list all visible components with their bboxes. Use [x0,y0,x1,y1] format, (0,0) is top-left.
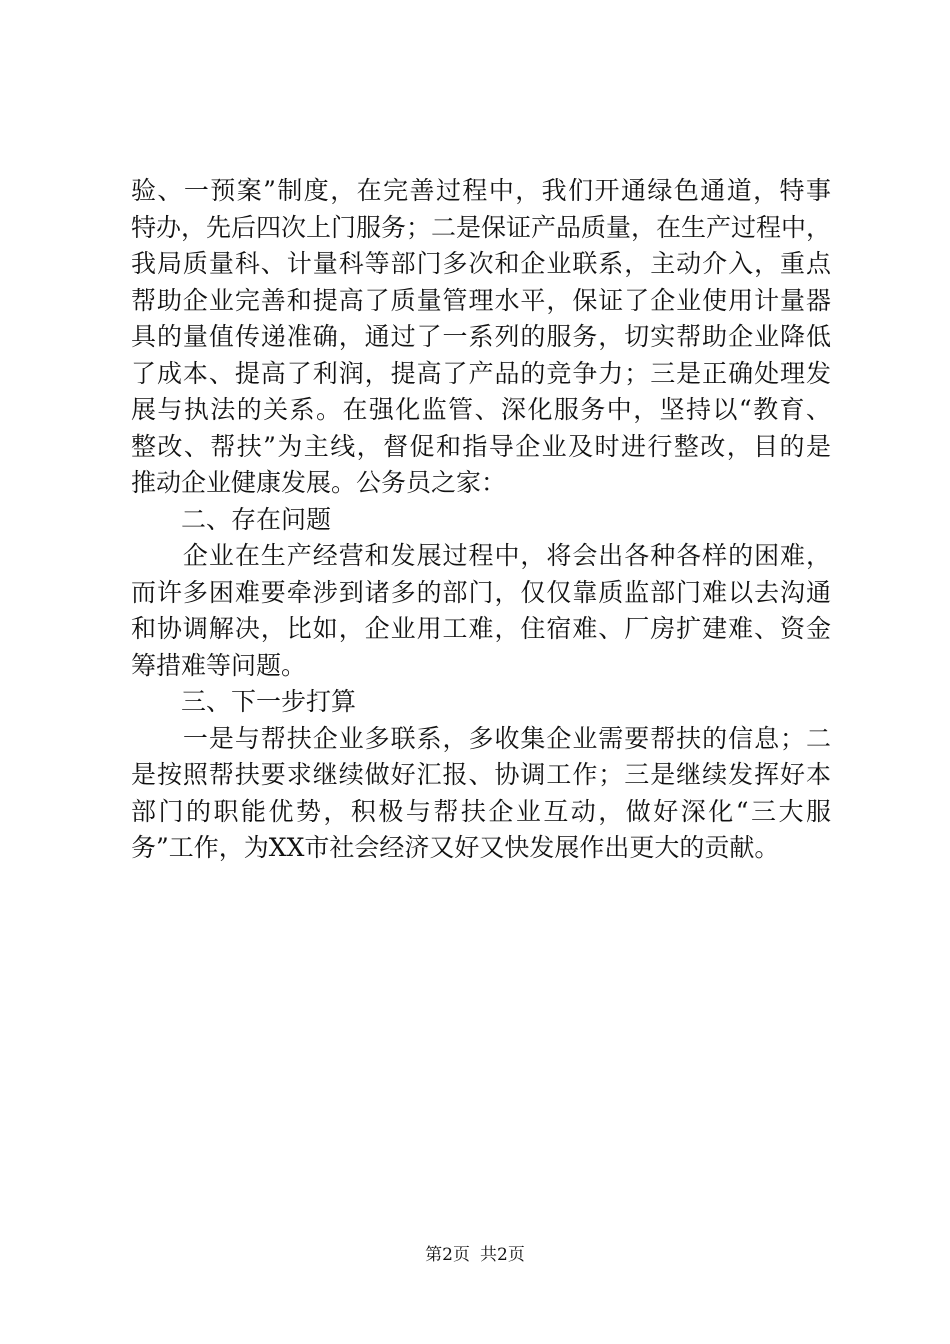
text-line: 和协调解决，比如，企业用工难，住宿难、厂房扩建难、资金 [131,614,831,643]
text-line: 整改、帮扶”为主线，督促和指导企业及时进行整改，目的是 [131,431,831,461]
text-line: 帮助企业完善和提高了质量管理水平，保证了企业使用计量器 [131,285,831,315]
text-line: 企业在生产经营和发展过程中，将会出各种各样的困难， [131,541,831,570]
text-line: 筹措难等问题。 [131,650,307,680]
section-heading: 三、下一步打算 [131,687,357,716]
text-line: 部门的职能优势，积极与帮扶企业互动，做好深化“三大服 [131,796,831,826]
page-footer [0,1243,950,1267]
text-line: 推动企业健康发展。公务员之家： [131,468,507,497]
text-line: 具的量值传递准确，通过了一系列的服务，切实帮助企业降低 [131,322,831,351]
text-line: 务”工作，为XX市社会经济又好又快发展作出更大的贡献。 [131,833,780,862]
section-heading: 二、存在问题 [131,504,332,534]
page-total: 共2页 [480,1245,525,1265]
page-number: 第2页 [425,1245,470,1265]
text-line: 我局质量科、计量科等部门多次和企业联系，主动介入，重点 [131,249,831,278]
document-body [131,173,831,867]
text-line: 是按照帮扶要求继续做好汇报、协调工作；三是继续发挥好本 [131,760,831,789]
text-line: 一是与帮扶企业多联系，多收集企业需要帮扶的信息；二 [131,723,831,753]
text-line: 特办，先后四次上门服务；二是保证产品质量，在生产过程中， [131,212,831,242]
text-line: 而许多困难要牵涉到诸多的部门，仅仅靠质监部门难以去沟通 [131,577,831,607]
text-line: 了成本、提高了利润，提高了产品的竞争力；三是正确处理发 [131,358,831,388]
text-line: 验、一预案”制度，在完善过程中，我们开通绿色通道，特事 [131,176,831,205]
text-line: 展与执法的关系。在强化监管、深化服务中，坚持以“教育、 [131,395,831,424]
